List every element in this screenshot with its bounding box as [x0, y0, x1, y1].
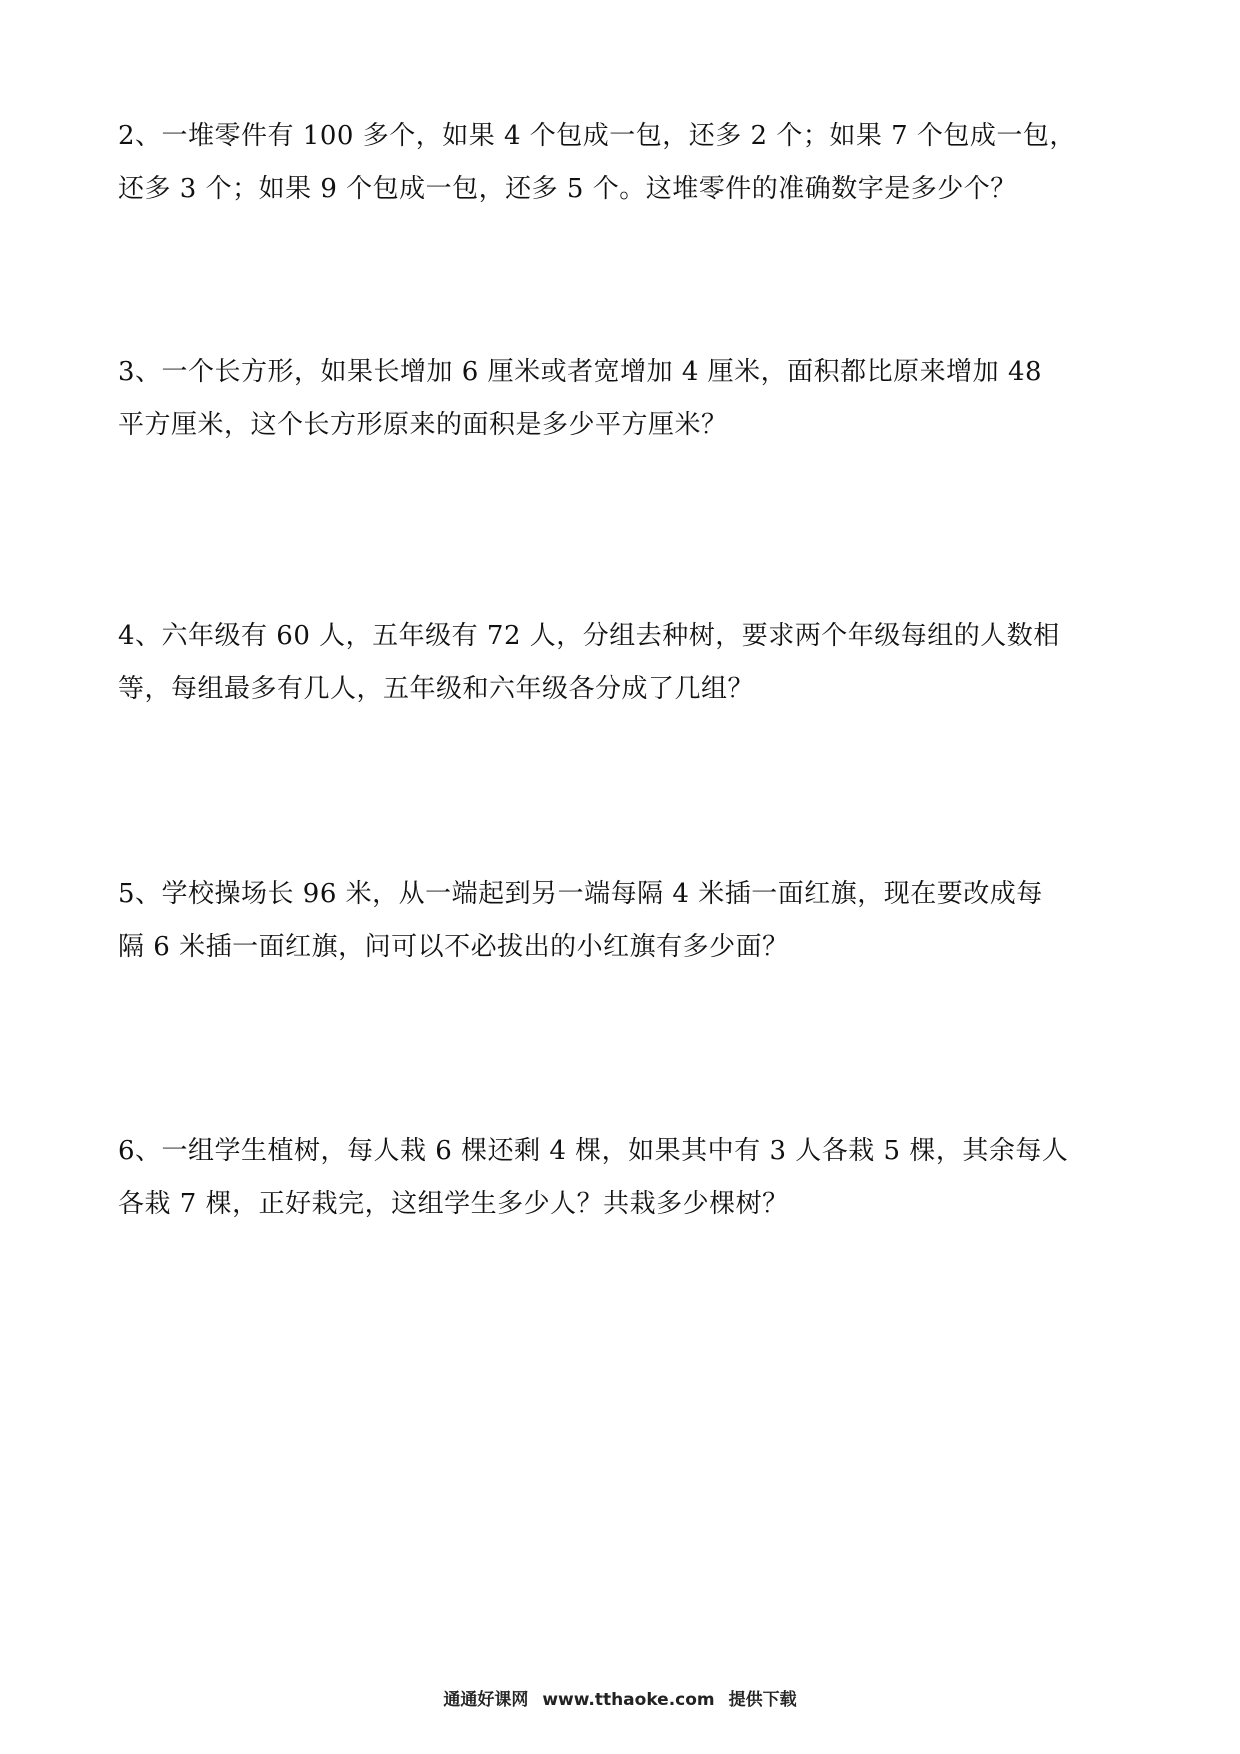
footer-site-name: 通通好课网	[443, 1690, 529, 1710]
problem-6-line-1: 6、一组学生植树，每人栽 6 棵还剩 4 棵，如果其中有 3 人各栽 5 棵，其余每人	[118, 1136, 1069, 1166]
problem-3	[118, 346, 1128, 452]
footer-suffix: 提供下载	[728, 1690, 797, 1710]
problem-2-line-2: 还多 3 个；如果 9 个包成一包，还多 5 个。这堆零件的准确数字是多少个？	[118, 174, 1017, 204]
problem-5	[118, 868, 1128, 974]
problem-5-line-1: 5、学校操场长 96 米，从一端起到另一端每隔 4 米插一面红旗，现在要改成每	[118, 879, 1043, 909]
problem-4-line-1: 4、六年级有 60 人，五年级有 72 人，分组去种树，要求两个年级每组的人数相	[118, 621, 1060, 651]
footer-url-link[interactable]: www.tthaoke.com	[542, 1690, 715, 1710]
problem-2-line-1: 2、一堆零件有 100 多个，如果 4 个包成一包，还多 2 个；如果 7 个包成一包，	[118, 121, 1076, 151]
problem-5-line-2: 隔 6 米插一面红旗，问可以不必拔出的小红旗有多少面？	[118, 932, 789, 962]
problem-3-line-1: 3、一个长方形，如果长增加 6 厘米或者宽增加 4 厘米，面积都比原来增加 48	[118, 357, 1043, 387]
problem-4	[118, 610, 1128, 716]
page-footer	[0, 1685, 1240, 1710]
problem-3-line-2: 平方厘米，这个长方形原来的面积是多少平方厘米？	[118, 410, 728, 440]
problem-2	[118, 110, 1128, 216]
problem-4-line-2: 等，每组最多有几人，五年级和六年级各分成了几组？	[118, 674, 755, 704]
problem-6-line-2: 各栽 7 棵，正好栽完，这组学生多少人？共栽多少棵树？	[118, 1189, 789, 1219]
problem-6	[118, 1125, 1128, 1231]
